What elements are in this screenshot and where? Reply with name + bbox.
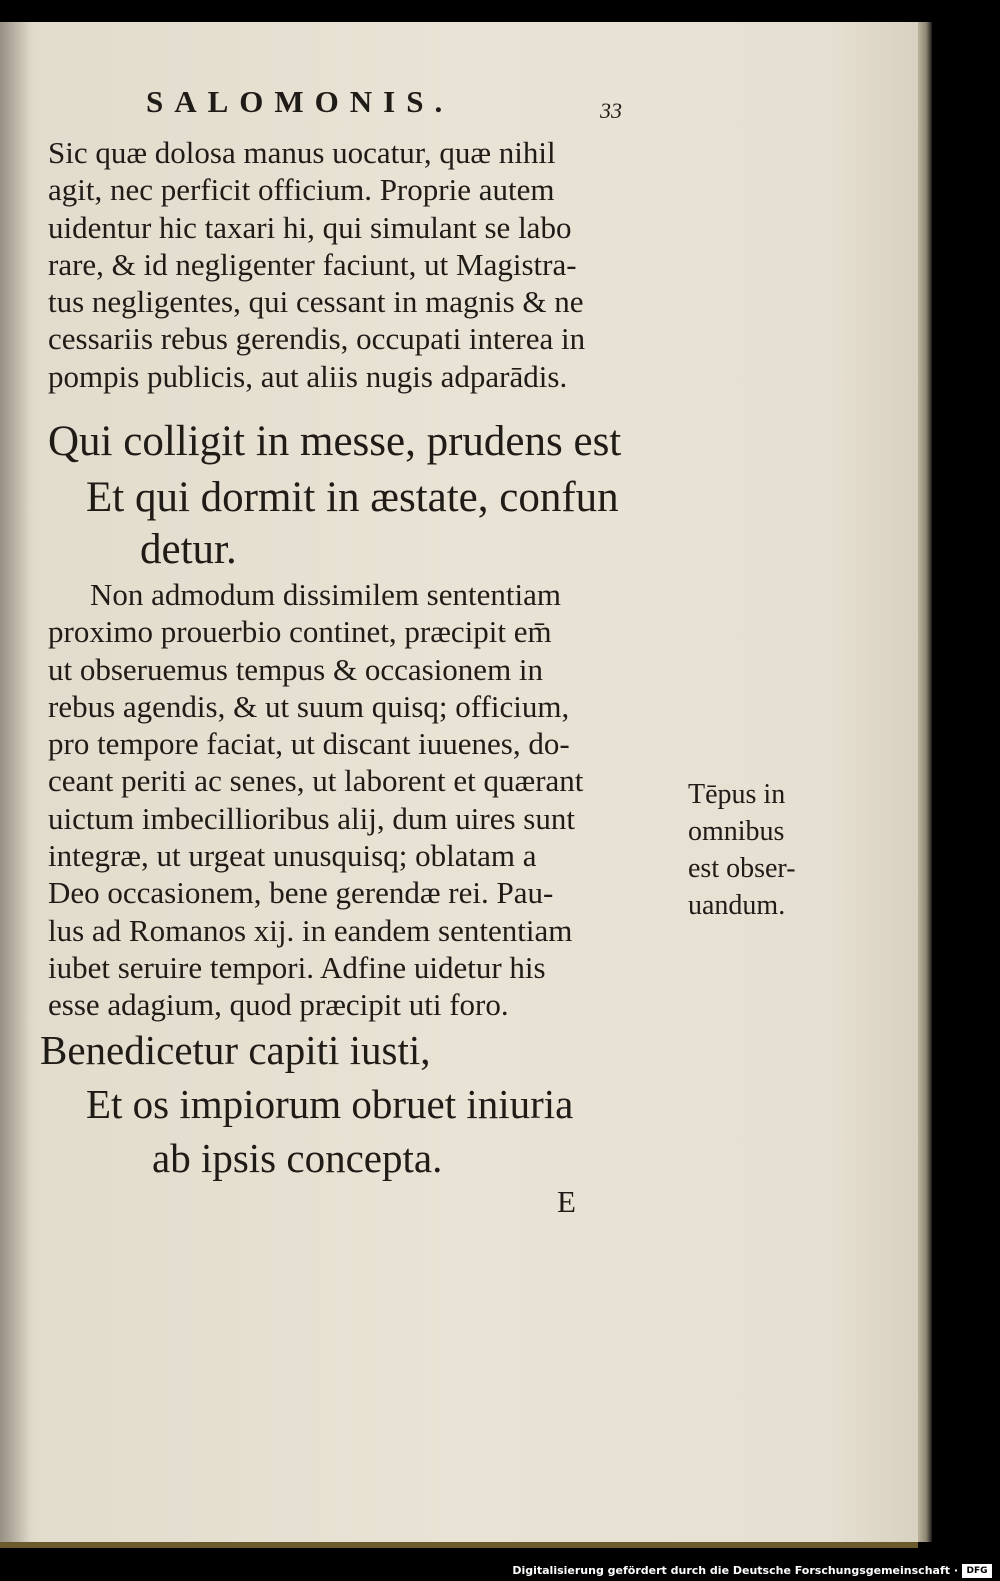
text-line: agit, nec perficit officium. Proprie autem <box>48 172 555 208</box>
text-line: cessariis rebus gerendis, occupati interea in <box>48 321 586 357</box>
digitization-credit: Digitalisierung gefördert durch die Deutsche Forschungsgemeinschaft · <box>512 1564 958 1577</box>
text-line: Deo occasionem, bene gerendæ rei. Pau- <box>48 875 554 911</box>
text-line: tus negligentes, qui cessant in magnis & ne <box>48 284 584 320</box>
proverb-line: Benedicetur capiti iusti, <box>40 1027 431 1073</box>
text-line: pro tempore faciat, ut discant iuuenes, do- <box>48 726 570 762</box>
text-line: proximo prouerbio continet, præcipit em̄ <box>48 614 552 650</box>
proverb-line: detur. <box>140 526 237 573</box>
page-edge <box>918 22 932 1542</box>
text-line: integræ, ut urgeat unusquisq; oblatam a <box>48 838 537 874</box>
text-line: Non admodum dissimilem sententiam <box>90 577 561 612</box>
proverb-line: ab ipsis concepta. <box>152 1135 443 1181</box>
note-line: uandum. <box>688 890 786 921</box>
page-number: 33 <box>600 98 622 123</box>
running-title: SALOMONIS. <box>146 84 454 119</box>
note-line: est obser- <box>688 853 796 884</box>
signature-mark: E <box>557 1184 576 1219</box>
text-line: pompis publicis, aut aliis nugis adparādis. <box>48 358 568 394</box>
text-line: Sic quæ dolosa manus uocatur, quæ nihil <box>48 135 556 170</box>
text-line: uictum imbecillioribus alij, dum uires sunt <box>48 800 575 836</box>
commentary-paragraph-2 <box>48 576 668 1024</box>
commentary-paragraph-1 <box>48 134 668 395</box>
text-line: lus ad Romanos xij. in eandem sententiam <box>48 912 573 948</box>
text-line: ut obseruemus tempus & occasionem in <box>48 651 544 687</box>
proverb-line: Et os impiorum obruet iniuria <box>86 1081 574 1127</box>
text-line: esse adagium, quod præcipit uti foro. <box>48 987 509 1023</box>
text-line: rebus agendis, & ut suum quisq; officium, <box>48 688 570 724</box>
marginal-note <box>688 776 838 924</box>
dfg-logo: DFG <box>962 1564 992 1578</box>
text-line: ceant periti ac senes, ut laborent et quærant <box>48 763 584 799</box>
text-line: rare, & id negligenter faciunt, ut Magistra- <box>48 246 577 282</box>
text-line: iubet seruire tempori. Adfine uidetur his <box>48 949 546 985</box>
note-line: omnibus <box>688 816 785 847</box>
proverb-line: Et qui dormit in æstate, confun <box>86 474 619 521</box>
gutter-shadow <box>0 22 30 1542</box>
note-line: Tēpus in <box>688 779 786 810</box>
text-line: uidentur hic taxari hi, qui simulant se labo <box>48 209 572 245</box>
proverb-line: Qui colligit in messe, prudens est <box>48 418 622 465</box>
